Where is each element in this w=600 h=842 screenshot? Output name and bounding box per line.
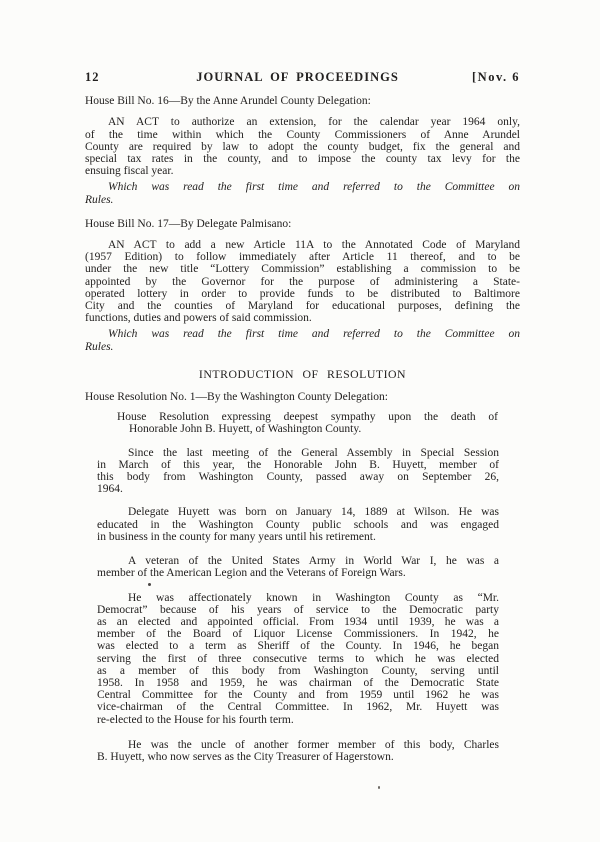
- bill-body: [85, 239, 520, 324]
- text-line: County are required by law to adopt the county budget, fix the general and: [85, 140, 520, 153]
- text-line: serving the first of three consecutive terms to which he was elected: [97, 652, 499, 665]
- text-line: vice-chairman of the Central Committee. In 1962, Mr. Huyett was: [97, 701, 499, 714]
- text-line: House Resolution expressing deepest sympathy upon the death of: [117, 411, 498, 424]
- bill-body: [85, 116, 520, 177]
- text-line: Central Committee for the County and from 1959 until 1962 he was: [97, 689, 499, 702]
- text-line: under the new title “Lottery Commission” establishing a commission to be: [85, 263, 520, 276]
- text-line: AN ACT to add a new Article 11A to the Annotated Code of Maryland: [108, 239, 520, 252]
- ink-speck: [148, 583, 151, 586]
- resolution-paragraph: [97, 447, 499, 496]
- text-line: member of the American Legion and the Veterans of Foreign Wars.: [97, 567, 406, 580]
- text-line: as an elected and appointed official. From 1934 until 1939, he was a: [97, 615, 499, 628]
- text-line: Which was read the first time and referred to the Committee on: [108, 181, 520, 194]
- bill-disposition: [85, 328, 520, 352]
- text-line: Democrat” because of his years of service to the Democratic party: [97, 603, 499, 616]
- text-line: Delegate Huyett was born on January 14, 1889 at Wilson. He was: [128, 506, 499, 519]
- resolution-paragraph: [97, 739, 499, 763]
- resolution-paragraph: [97, 506, 499, 543]
- text-line: Which was read the first time and referred to the Committee on: [108, 328, 520, 341]
- text-line: functions, duties and powers of said commission.: [85, 312, 312, 325]
- bill-heading: House Bill No. 17—By Delegate Palmisano:: [85, 217, 292, 230]
- text-line: operated lottery in order to provide funds to be distributed to Baltimore: [85, 287, 520, 300]
- text-line: Since the last meeting of the General Assembly in Special Session: [128, 446, 499, 459]
- text-line: (1957 Edition) to follow immediately after Article 11 thereof, and to be: [85, 251, 520, 264]
- text-line: 1964.: [97, 483, 123, 496]
- resolution-paragraph: [97, 592, 499, 726]
- house-resolution-1-section: [85, 391, 520, 763]
- text-line: City and the counties of Maryland for educational purposes, defining the: [85, 300, 520, 313]
- text-line: A veteran of the United States Army in World War I, he was a: [128, 555, 499, 568]
- text-line: Rules.: [85, 193, 114, 206]
- text-line: re-elected to the House for his fourth term.: [97, 713, 294, 726]
- bill-disposition: [85, 181, 520, 205]
- text-line: 1958. In 1958 and 1959, he was chairman of the Democratic State: [97, 676, 499, 689]
- text-line: appointed by the Governor for the purpose of administering a State-: [85, 275, 520, 288]
- text-line: ensuing fiscal year.: [85, 165, 174, 178]
- text-line: in business in the county for many years until his retirement.: [97, 530, 376, 543]
- journal-title: JOURNAL OF PROCEEDINGS: [196, 70, 399, 84]
- text-line: B. Huyett, who now serves as the City Treasurer of Hagerstown.: [97, 750, 394, 763]
- section-heading: INTRODUCTION OF RESOLUTION: [198, 366, 407, 381]
- text-line: He was the uncle of another former member of this body, Charles: [128, 738, 499, 751]
- text-line: member of the Board of Liquor License Commissioners. In 1942, he: [97, 628, 499, 641]
- page-number: 12: [85, 70, 100, 84]
- text-block: [85, 71, 520, 763]
- house-bill-16-section: [85, 95, 520, 206]
- text-line: He was affectionately known in Washington County as “Mr.: [128, 591, 499, 604]
- text-line: was elected to a term as Sheriff of the County. In 1946, he began: [97, 640, 499, 653]
- text-line: AN ACT to authorize an extension, for the calendar year 1964 only,: [108, 116, 520, 129]
- page-header: [85, 71, 520, 83]
- text-line: special tax rates in the county, and to impose the county tax levy for the: [85, 153, 520, 166]
- text-line: Honorable John B. Huyett, of Washington County.: [129, 423, 362, 436]
- text-line: as a member of this body from Washington County, serving until: [97, 664, 499, 677]
- ink-speck: [378, 786, 380, 789]
- resolution-title: [117, 411, 498, 436]
- text-line: Rules.: [85, 340, 114, 353]
- text-line: of the time within which the County Commissioners of Anne Arundel: [85, 128, 520, 141]
- house-bill-17-section: [85, 218, 520, 353]
- resolution-paragraph: [97, 555, 499, 579]
- text-line: in March of this year, the Honorable John B. Huyett, member of: [97, 458, 499, 471]
- text-line: educated in the Washington County public schools and was engaged: [97, 518, 499, 531]
- bill-heading: House Bill No. 16—By the Anne Arundel County Delegation:: [85, 95, 371, 108]
- header-date: [Nov. 6: [472, 70, 520, 84]
- resolution-heading: House Resolution No. 1—By the Washington County Delegation:: [85, 391, 388, 404]
- text-line: this body from Washington County, passed away on September 26,: [97, 471, 499, 484]
